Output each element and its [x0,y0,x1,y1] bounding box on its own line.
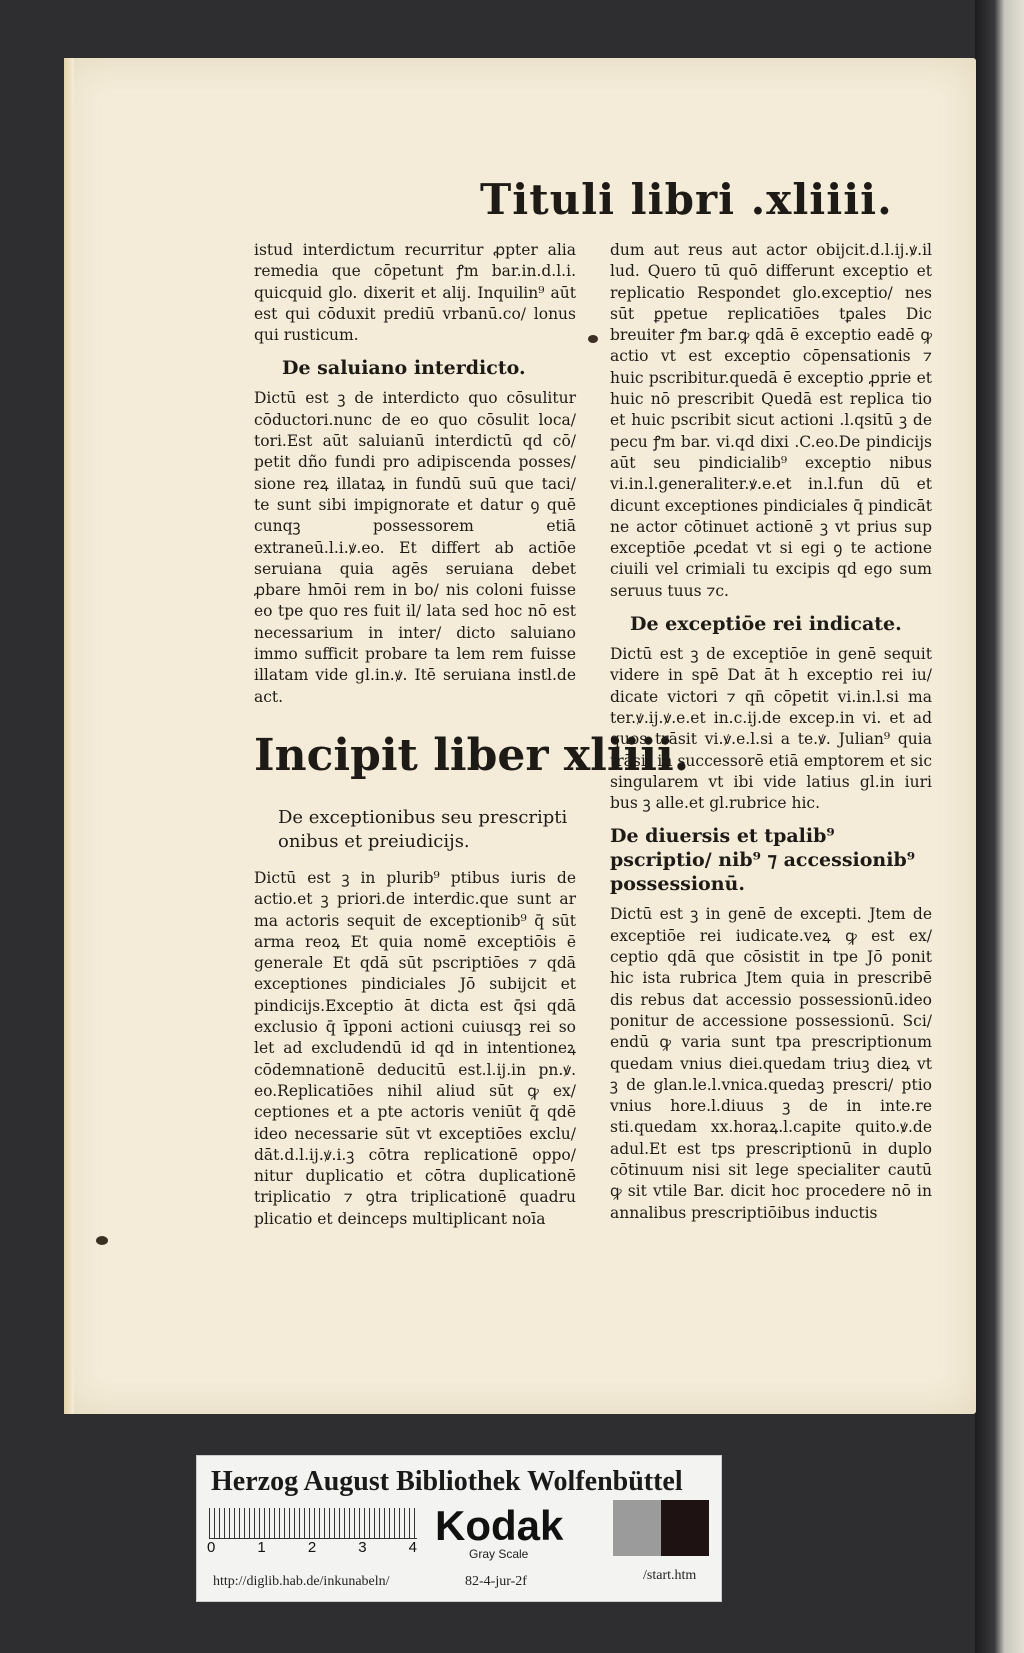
right-column [610,240,932,1224]
left-paragraph-1: istud interdictum recurritur ꝓpter alia remedia que cōpetunt ꝭm bar.in.d.l.i. quicquid glo. dixerit et alij. Inquilin⁹ aūt est qui cōduxit prediū vrbanū.co/ lonus qui rusticum. [254,241,576,345]
heading-prescriptionibus: De diuersis et tpalib⁹ pscriptio/ nib⁹ ⁊ accessionib⁹ possessionū. [610,825,916,896]
ink-mark [588,335,598,343]
ruler-number: 2 [307,1539,317,1556]
book-heading: Incipit liber xliiii. [254,729,690,781]
source-url: http://diglib.hab.de/inkunabeln/ [213,1574,390,1589]
right-paragraph-3: Dictū est ꝫ in genē de excepti. Jtem de exceptiōe rei iudicate.veꝝ ꝙ est ex/ ceptio qdā que cōsistit in tpe Jō ponit hic ista rubrica Jtem quia in prescribē dis rebus dat accessio possessionū.ideo ponitur de accessione possessionū. Sci/ endū ꝙ varia sunt tpa prescriptionum quedam vnius diei.quedam triuꝫ dieꝝ vt ꝫ de glan.le.l.vnica.quedaꝫ prescri/ ptio vnius hore.l.diuus ꝫ de in inte.re sti.quedam xx.horaꝝ.l.capite quito.ꝟ.de adul.Et est tps prescriptionū in duplo cōtinuum nisi sit lege specialiter cautū ꝙ sit vtile Bar. dicit hoc procedere nō in annalibus prescriptiōibus inductis [610,905,932,1222]
left-paragraph-3: Dictū est ꝫ in plurib⁹ ptibus iuris de actio.et ꝫ priori.de interdic.que sunt ar ma actoris sequit de exceptionib⁹ q̄ sūt arma reoꝝ Et quia nomē exceptiōis ē generale Et qdā sūt pscriptiōes ⁊ qdā exceptiones pindiciales Jō subijcit et pindicijs.Exceptio āt dicta est q̄si qdā exclusio q̄ īꝑponi actioni cuiusqꝫ rei so let ad excludendū id qd in intentioneꝝ cōdemnationē deducitū est.l.ij.in pn.ꝟ. eo.Replicatiōes nihil aliud sūt ꝙ ex/ ceptiones et a pte actoris veniūt q̄ qdē ideo necessarie sūt vt exceptiōes exclu/ dāt.d.l.ij.ꝟ.i.ꝫ cōtra replicationē oppo/ nitur duplicatio et cōtra duplicationē triplicatio ⁊ ꝯtra triplicationē quadru plicatio et deinceps multiplicant noīa [254,868,576,1228]
scanner-background [975,0,1024,1653]
page-edge [64,58,74,1414]
ruler-number: 4 [408,1539,417,1556]
color-target-card [197,1456,721,1601]
scale-ruler [209,1508,417,1539]
ruler-numbers [207,1539,417,1556]
start-page: /start.htm [643,1568,697,1583]
ruler-number: 1 [257,1539,266,1556]
left-column [254,240,690,1230]
ruler-number: 0 [207,1539,216,1556]
grayscale-label: Gray Scale [469,1547,529,1561]
right-paragraph-1: dum aut reus aut actor obijcit.d.l.ij.ꝟ.il lud. Quero tū quō differunt exceptio et replicatio Respondet glo.exceptio/ nes sūt ꝑpetue replicatiōes tꝑales Dic breuiter ꝭm bar.ꝙ qdā ē exceptio eadē ꝙ actio vt est exceptio cōpensationis ⁊ huic pscribitur.quedā ē exceptio ꝓprie et huic nō prescribit Quedā est replica tio et huic pscribit sicut actioni .l.qsitū ꝫ de pecu ꝭm bar. vi.qd dixi .C.eo.De pindicijs aūt seu pindicialib⁹ exceptio nibus vi.in.l.generaliter.ꝟ.e.et in.l.fun dū et dicunt exceptiones pindiciales q̄ pindicāt ne actor cōtinuet actionē ꝫ vt prius sup exceptiōe ꝓcedat vt si egi ꝯ te actione ciuili vel crimiali tu excipis qd ego sum seruus tuus ⁊c. [610,241,932,600]
heading-rei-iudicate: De exceptiōe rei indicate. [630,613,902,636]
library-name: Herzog August Bibliothek Wolfenbüttel [211,1466,683,1497]
running-header: Tituli libri .xliiii. [480,175,893,224]
gray-patch-dark [661,1500,709,1556]
heading-exceptionibus: De exceptionibus seu prescripti onibus et preiudicijs. [278,806,568,852]
gray-patch-mid [613,1500,661,1556]
shelfmark: 82-4-jur-2f [465,1574,527,1589]
left-paragraph-2: Dictū est ꝫ de interdicto quo cōsulitur cōductori.nunc de eo quo cōsulit loca/ tori.Est aūt saluianū interdictū qd cō/ petit dño fundi pro adipiscenda posses/ sione reꝝ illataꝝ in fundū suū que taci/ te sunt sibi impignorate et datur ꝯ quē cunqꝫ possessorem etiā extraneū.l.i.ꝟ.eo. Et differt ab actiōe seruiana quia agēs seruiana debet ꝓbare hmōi rem in bo/ nis coloni fuisse eo tpe quo res fuit il/ lata sed hoc nō est necessarium in inter/ dicto saluiano immo sufficit probare ta lem rem fuisse illatam vide gl.in.ꝟ. Itē seruiana instl.de act. [254,389,576,706]
ruler-number: 3 [358,1539,367,1556]
right-paragraph-2: Dictū est ꝫ de exceptiōe in genē sequit videre in spē Dat āt h exceptio rei iu/ dicate victori ⁊ qn̄ cōpetit vi.in.l.si ma ter.ꝟ.ij.ꝟ.e.et in.c.ij.de excep.in vi. et ad quos trāsit vi.ꝟ.e.l.si a te.ꝟ. Julian⁹ quia trāsit in successorē etiā emptorem et sic singularem vt ibi vide latius gl.in iuri bus ꝫ alle.et gl.rubrice hic. [610,645,932,813]
ink-mark [96,1236,108,1245]
kodak-logo: Kodak [435,1502,564,1549]
heading-saluiano: De saluiano interdicto. [282,357,526,380]
